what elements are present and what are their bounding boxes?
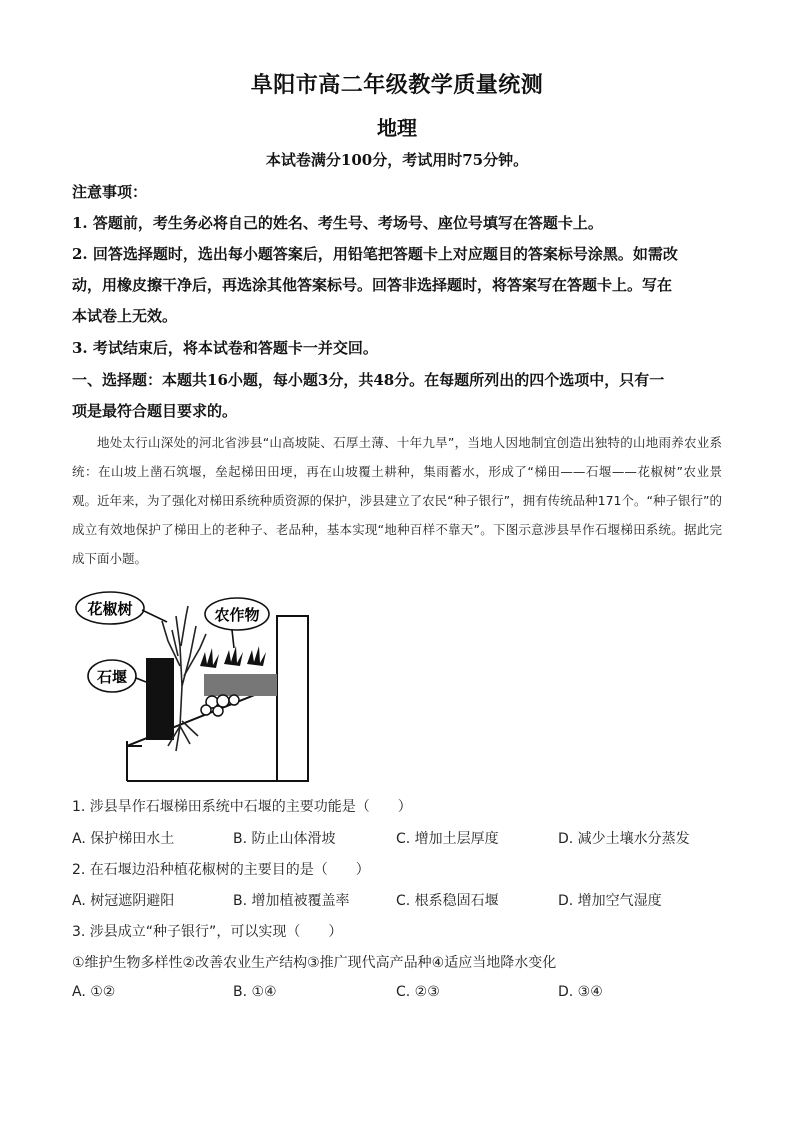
exam-title: 阜阳市高二年级教学质量统测 <box>250 72 544 98</box>
question-2-option-c[interactable]: C. 根系稳固石堰 <box>396 893 499 909</box>
question-3-stem: 3. 涉县成立“种子银行”，可以实现（ ） <box>72 924 343 940</box>
question-2-stem: 2. 在石堰边沿种植花椒树的主要目的是（ ） <box>72 862 370 878</box>
notice-item-2-line-2: 动，用橡皮擦干净后，再选涂其他答案标号。回答非选择题时，将答案写在答题卡上。写在 <box>72 276 673 294</box>
soil-stones <box>201 674 277 716</box>
exam-info: 本试卷满分100分，考试用时75分钟。 <box>265 151 529 169</box>
tree-label: 花椒树 <box>87 600 133 618</box>
subject-title: 地理 <box>377 116 417 140</box>
question-1-option-b[interactable]: B. 防止山体滑坡 <box>233 831 336 847</box>
question-3-option-d[interactable]: D. ③④ <box>558 984 603 1000</box>
upper-terrace-wall <box>277 616 308 781</box>
question-1-option-c[interactable]: C. 增加土层厚度 <box>396 831 499 847</box>
question-3-option-b[interactable]: B. ①④ <box>233 984 277 1000</box>
section-heading-line-2: 项是最符合题目要求的。 <box>72 402 238 420</box>
question-1-option-d[interactable]: D. 减少土壤水分蒸发 <box>558 831 690 847</box>
terrace-diagram <box>72 586 312 786</box>
wall-label: 石堰 <box>96 668 128 686</box>
question-2-option-b[interactable]: B. 增加植被覆盖率 <box>233 893 350 909</box>
passage <box>72 428 722 573</box>
wall-callout <box>88 660 146 692</box>
notice-item-2-line-1: 2. 回答选择题时，选出每小题答案后，用铅笔把答题卡上对应题目的答案标号涂黑。如需改 <box>72 245 678 263</box>
notice-heading: 注意事项： <box>72 183 148 201</box>
question-3-statements: ①维护生物多样性②改善农业生产结构③推广现代高产品种④适应当地降水变化 <box>72 955 557 971</box>
notice-item-2-line-3: 本试卷上无效。 <box>72 307 178 325</box>
notice-item-3: 3. 考试结束后，将本试卷和答题卡一并交回。 <box>72 339 378 357</box>
passage-text: 地处太行山深处的河北省涉县“山高坡陡、石厚土薄、十年九旱”，当地人因地制宜创造出独特的山地雨养农业系统：在山坡上凿石筑堰，垒起梯田田埂，再在山坡覆土耕种，集雨蓄水，形成了“梯田——石堰——花椒树”农业景观。近年来，为了强化对梯田系统种质资源的保护，涉县建立了农民“种子银行”，拥有传统品种171个。“种子银行”的成立有效地保护了梯田上的老种子、老品种，基本实现“地种百样不靠天”。下图示意涉县旱作石堰梯田系统。据此完成下面小题。 <box>72 435 722 566</box>
notice-item-1: 1. 答题前，考生务必将自己的姓名、考生号、考场号、座位号填写在答题卡上。 <box>72 214 603 232</box>
question-1-stem: 1. 涉县旱作石堰梯田系统中石堰的主要功能是（ ） <box>72 799 412 815</box>
question-3-option-c[interactable]: C. ②③ <box>396 984 440 1000</box>
crop-label: 农作物 <box>214 606 260 624</box>
question-2-option-d[interactable]: D. 增加空气湿度 <box>558 893 662 909</box>
crop-callout <box>205 598 269 648</box>
tree-callout <box>76 592 167 624</box>
section-heading-line-1: 一、选择题：本题共16小题，每小题3分，共48分。在每题所列出的四个选项中，只有一 <box>72 371 665 389</box>
stone-wall <box>146 658 174 740</box>
question-1-option-a[interactable]: A. 保护梯田水土 <box>72 831 175 847</box>
question-3-option-a[interactable]: A. ①② <box>72 984 116 1000</box>
crop-plants <box>200 646 266 668</box>
question-2-option-a[interactable]: A. 树冠遮阴避阳 <box>72 893 175 909</box>
